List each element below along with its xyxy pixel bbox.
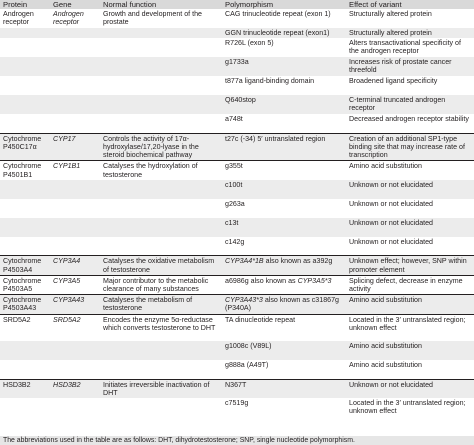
cell-effect: Located in the 3′ untranslated region; unknown effect [349, 399, 466, 416]
polymorphism-text: R726L (exon 5) [225, 39, 274, 48]
header-polymorphism: Polymorphism [222, 0, 346, 9]
cell-gene: CYP1B1 [50, 161, 100, 180]
cell-effect: Alters transactivational specificity of the androgen receptor [349, 39, 461, 56]
cell-polymorphism [222, 314, 346, 341]
cell-protein [0, 76, 50, 95]
cell-protein [0, 95, 50, 114]
polymorphism-text: also known as c31867g (P340A) [225, 296, 339, 313]
cell-polymorphism [222, 360, 346, 379]
cell-protein: HSD3B2 [0, 379, 50, 398]
cell-polymorphism [222, 199, 346, 218]
polymorphism-text: g355t [225, 162, 243, 171]
cell-effect: Amino acid substitution [346, 161, 474, 180]
cell-normal-function [100, 398, 222, 420]
cell-gene [50, 360, 100, 379]
table-row [0, 314, 474, 341]
polymorphism-text: g1008c (V89L) [225, 342, 272, 351]
cell-protein [0, 38, 50, 57]
cell-polymorphism [222, 295, 346, 314]
polymorphism-text: c142g [225, 237, 245, 246]
cell-protein [0, 114, 50, 133]
polymorphism-text: c100t [225, 180, 243, 189]
table-row [0, 9, 474, 28]
cell-protein [0, 180, 50, 199]
table-row [0, 218, 474, 237]
cell-normal-function: Catalyses the hydroxylation of testosterone [100, 161, 222, 180]
cell-protein: Cytochrome P450C17α [0, 133, 50, 161]
table-row [0, 237, 474, 256]
cell-protein: Cytochrome P4503A5 [0, 275, 50, 294]
cell-normal-function: Encodes the enzyme 5α-reductase which converts testosterone to DHT [100, 314, 222, 341]
cell-normal-function: Catalyses the oxidative metabolism of testosterone [100, 256, 222, 275]
cell-gene: Androgen receptor [53, 10, 84, 27]
cell-protein [0, 398, 50, 420]
table-footnote: The abbreviations used in the table are as follows: DHT, dihydrotestosterone; SNP, single nucleotide polymorphism. [0, 436, 474, 445]
cell-protein: Androgen receptor [3, 10, 34, 27]
polymorphism-text: t877a ligand-binding domain [225, 77, 315, 86]
table-row [0, 95, 474, 114]
table-row [0, 360, 474, 379]
polymorphism-text: t27c (-34) 5′ untranslated region [225, 134, 326, 143]
cell-protein [0, 199, 50, 218]
cell-polymorphism [222, 398, 346, 420]
cell-effect: Unknown effect; however, SNP within promoter element [346, 256, 474, 275]
cell-effect: Creation of an additional SP1-type binding site that may increase rate of transcription [346, 133, 474, 161]
cell-protein [0, 360, 50, 379]
table-row [0, 161, 474, 180]
cell-normal-function: Initiates irreversible inactivation of DHT [100, 379, 222, 398]
cell-gene [50, 57, 100, 76]
polymorphism-text: c13t [225, 218, 239, 227]
cell-effect: Amino acid substitution [346, 295, 474, 314]
cell-effect: Unknown or not elucidated [346, 180, 474, 199]
cell-polymorphism [222, 28, 346, 38]
table-row [0, 379, 474, 398]
cell-effect: Structurally altered protein [349, 10, 432, 18]
cell-normal-function: Catalyses the metabolism of testosterone [100, 295, 222, 314]
polymorphism-text: TA dinucleotide repeat [225, 315, 296, 324]
table-row [0, 275, 474, 294]
cell-polymorphism [222, 180, 346, 199]
cell-gene [50, 28, 100, 38]
table-row [0, 28, 474, 38]
cell-protein: SRD5A2 [0, 314, 50, 341]
cell-effect: Unknown or not elucidated [349, 199, 433, 208]
header-normal-function: Normal function [100, 0, 222, 9]
polymorphism-text: g1733a [225, 58, 249, 67]
header-effect-of-variant: Effect of variant [346, 0, 474, 9]
cell-normal-function [100, 57, 222, 76]
cell-polymorphism [222, 218, 346, 237]
cell-normal-function [100, 76, 222, 95]
cell-normal-function [100, 95, 222, 114]
cell-effect: Located in the 3′ untranslated region; unknown effect [346, 314, 474, 341]
cell-gene [50, 38, 100, 57]
table-body [0, 9, 474, 420]
table-row [0, 57, 474, 76]
cell-polymorphism [222, 57, 346, 76]
header-gene: Gene [50, 0, 100, 9]
polymorphism-text: g263a [225, 199, 245, 208]
cell-protein [0, 28, 50, 38]
cell-effect: Structurally altered protein [346, 28, 474, 38]
cell-polymorphism [222, 9, 346, 28]
cell-effect: Broadened ligand specificity [349, 77, 438, 86]
polymorphism-allele-name: CYP3A43*3 [225, 296, 263, 305]
cell-gene [50, 76, 100, 95]
cell-polymorphism [222, 237, 346, 256]
cell-gene: CYP17 [50, 133, 100, 161]
cell-normal-function [100, 218, 222, 237]
cell-protein: Cytochrome P4501B1 [0, 161, 50, 180]
table-row [0, 398, 474, 420]
cell-gene [50, 341, 100, 360]
polymorphism-text: N367T [225, 380, 247, 389]
cell-normal-function [100, 114, 222, 133]
cell-gene: HSD3B2 [50, 379, 100, 398]
cell-normal-function [100, 199, 222, 218]
cell-normal-function [100, 360, 222, 379]
cell-normal-function: Controls the activity of 17α-hydroxylase/17,20-lyase in the steroid biochemical pathway [100, 133, 222, 161]
table-row [0, 341, 474, 360]
cell-polymorphism [222, 275, 346, 294]
cell-polymorphism [222, 38, 346, 57]
polymorphism-allele-name: CYP3A5*3 [297, 276, 332, 285]
cell-effect: Unknown or not elucidated [346, 218, 474, 237]
cell-effect: C-terminal truncated androgen receptor [346, 95, 474, 114]
cell-gene: CYP3A43 [50, 295, 100, 314]
table-row [0, 133, 474, 161]
cell-effect: Increases risk of prostate cancer threefold [346, 57, 474, 76]
cell-protein: Cytochrome P4503A43 [0, 295, 50, 314]
cell-gene [50, 398, 100, 420]
cell-effect: Unknown or not elucidated [349, 237, 433, 246]
cell-effect: Amino acid substitution [349, 361, 422, 370]
table-row [0, 199, 474, 218]
cell-gene: SRD5A2 [50, 314, 100, 341]
cell-protein [0, 218, 50, 237]
cell-gene: CYP3A5 [50, 275, 100, 294]
polymorphism-text: GGN trinucleotide repeat (exon1) [225, 29, 330, 37]
table-row [0, 38, 474, 57]
cell-polymorphism [222, 114, 346, 133]
cell-protein [0, 237, 50, 256]
cell-gene [50, 199, 100, 218]
cell-gene: CYP3A4 [50, 256, 100, 275]
cell-gene [50, 180, 100, 199]
cell-polymorphism [222, 133, 346, 161]
polymorphism-text: Q640stop [225, 96, 256, 105]
cell-gene [50, 237, 100, 256]
cell-normal-function [100, 180, 222, 199]
header-row [0, 0, 474, 9]
polymorphism-text: c7519g [225, 399, 249, 408]
cell-protein [0, 57, 50, 76]
cell-polymorphism [222, 256, 346, 275]
polymorphism-text: a6986g also known as [225, 276, 298, 285]
table-row [0, 256, 474, 275]
cell-polymorphism [222, 76, 346, 95]
cell-gene [50, 218, 100, 237]
polymorphism-text: a748t [225, 115, 243, 124]
cell-normal-function [100, 237, 222, 256]
cell-polymorphism [222, 161, 346, 180]
table-row [0, 114, 474, 133]
table-row [0, 180, 474, 199]
cell-polymorphism [222, 95, 346, 114]
cell-protein: Cytochrome P4503A4 [0, 256, 50, 275]
cell-protein [0, 341, 50, 360]
cell-effect: Decreased androgen receptor stability [349, 115, 469, 124]
table-row [0, 295, 474, 314]
polymorphism-allele-name: CYP3A4*1B [225, 257, 264, 266]
cell-effect: Unknown or not elucidated [346, 379, 474, 398]
cell-normal-function [100, 28, 222, 38]
polymorphism-text: CAG trinucleotide repeat (exon 1) [225, 10, 331, 18]
cell-polymorphism [222, 379, 346, 398]
cell-gene [50, 95, 100, 114]
cell-polymorphism [222, 341, 346, 360]
header-protein: Protein [0, 0, 50, 9]
cell-effect: Amino acid substitution [346, 341, 474, 360]
table-row [0, 76, 474, 95]
polymorphism-text: also known as a392g [263, 257, 333, 266]
cell-normal-function [100, 341, 222, 360]
cell-normal-function: Major contributor to the metabolic clearance of many substances [100, 275, 222, 294]
cell-effect: Splicing defect, decrease in enzyme activity [346, 275, 474, 294]
cell-gene [50, 114, 100, 133]
cell-normal-function [100, 38, 222, 57]
polymorphism-text: g888a (A49T) [225, 361, 269, 370]
cell-normal-function: Growth and development of the prostate [103, 10, 202, 27]
